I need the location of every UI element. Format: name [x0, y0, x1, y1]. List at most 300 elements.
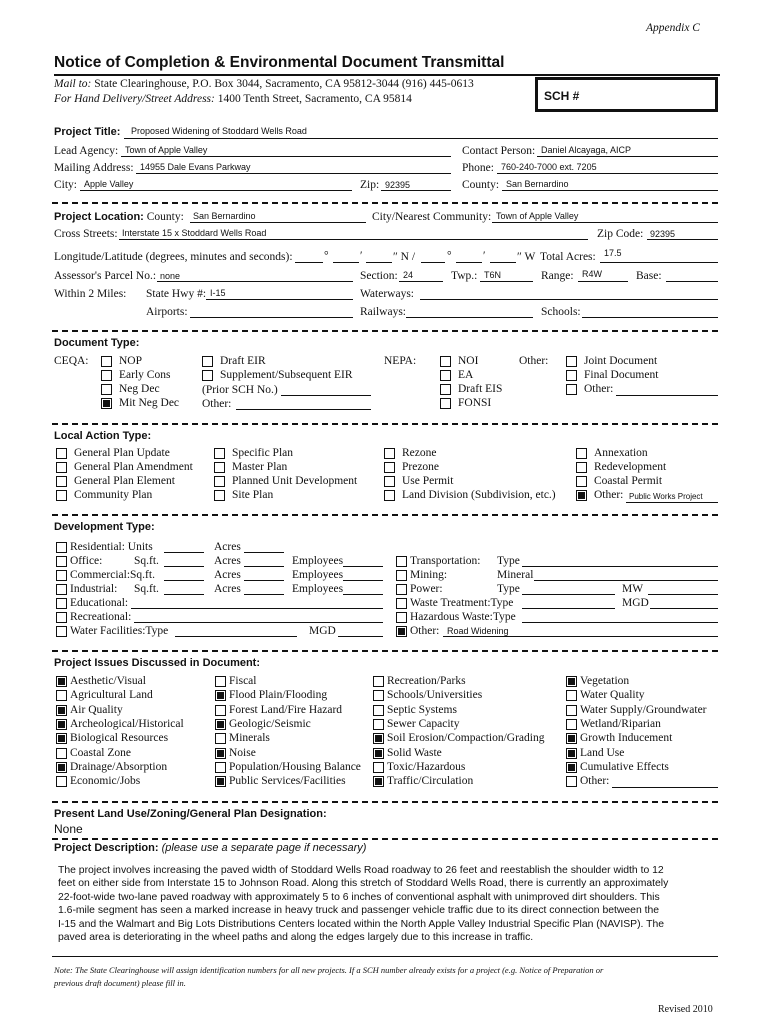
acres-label: Acres: [214, 569, 241, 581]
document-type-heading: Document Type:: [54, 337, 140, 349]
issue-economic-jobs-label: Economic/Jobs: [70, 775, 141, 788]
ceqa-early-cons-label: Early Cons: [119, 369, 171, 381]
project-issues-heading: Project Issues Discussed in Document:: [54, 657, 261, 669]
issue-biological-resources-checkbox[interactable]: [56, 733, 67, 744]
ceqa-mit-neg-dec-checkbox[interactable]: [101, 398, 112, 409]
issue-vegetation-label: Vegetation: [580, 675, 630, 687]
waste-mgd-label: MGD: [622, 597, 649, 609]
cross-streets-field[interactable]: [119, 239, 588, 240]
issue-sewer-capacity-checkbox[interactable]: [373, 719, 384, 730]
mining-checkbox[interactable]: [396, 570, 407, 581]
issue-minerals-label: Minerals: [229, 732, 270, 745]
zip-value: 92395: [385, 180, 411, 190]
water-mgd-field[interactable]: [338, 636, 383, 637]
doc-final-document-checkbox[interactable]: [566, 370, 577, 381]
issue-population-housing-balance-label: Population/Housing Balance: [229, 760, 361, 773]
nepa-other-label: Other:: [519, 355, 549, 367]
doc-other-field[interactable]: [236, 409, 371, 410]
industrial-acres-field[interactable]: [244, 594, 284, 595]
eir-draft-eir-label: Draft EIR: [220, 355, 266, 367]
local-redevelopment-checkbox[interactable]: [576, 462, 587, 473]
zoning-heading: Present Land Use/Zoning/General Plan Designation:: [54, 808, 327, 820]
issue-solid-waste-checkbox[interactable]: [373, 748, 384, 759]
local-action-other-value: Public Works Project: [629, 492, 703, 501]
power-type-label: Type: [497, 583, 520, 595]
state-hwy-field[interactable]: [206, 299, 353, 300]
local-prezone-label: Prezone: [402, 461, 440, 473]
local-coastal-permit-checkbox[interactable]: [576, 476, 587, 487]
issue-septic-systems-checkbox[interactable]: [373, 705, 384, 716]
eir-supplement-subsequent-eir-label: Supplement/Subsequent EIR: [220, 369, 353, 381]
issue-land-use-label: Land Use: [580, 746, 625, 759]
community-label: City/Nearest Community:: [372, 211, 492, 223]
industrial-label: Industrial:: [70, 583, 118, 595]
airports-field[interactable]: [190, 317, 353, 318]
parcel-field[interactable]: [157, 281, 353, 282]
issue-cumulative-effects-checkbox[interactable]: [566, 762, 577, 773]
educational-field[interactable]: [131, 608, 383, 609]
lead-agency-label: Lead Agency:: [54, 145, 119, 157]
issue-public-services-facilities-checkbox[interactable]: [215, 776, 226, 787]
issue-water-supply-groundwater-label: Water Supply/Groundwater: [580, 703, 707, 716]
dev-other-label: Other:: [410, 625, 440, 637]
project-title-field[interactable]: [124, 138, 718, 139]
eir-draft-eir-checkbox[interactable]: [202, 356, 213, 367]
community-field[interactable]: [492, 222, 718, 223]
issue-traffic-circulation-label: Traffic/Circulation: [387, 775, 474, 788]
waste-treatment-type-field[interactable]: [522, 608, 615, 609]
office-sqft-field[interactable]: [164, 566, 204, 567]
issue-flood-plain-flooding-label: Flood Plain/Flooding: [229, 689, 328, 702]
transportation-type-label: Type: [497, 555, 520, 567]
nepa-label: NEPA:: [384, 355, 417, 367]
office-employees-field[interactable]: [343, 566, 383, 567]
twp-field[interactable]: [480, 281, 533, 282]
issue-solid-waste-label: Solid Waste: [387, 746, 442, 759]
lat-deg-field[interactable]: [295, 262, 323, 263]
prior-sch-label: (Prior SCH No.): [202, 384, 278, 396]
lead-agency-value: Town of Apple Valley: [125, 145, 208, 155]
office-label: Office:: [70, 555, 103, 567]
section-divider: [52, 202, 718, 204]
office-checkbox[interactable]: [56, 556, 67, 567]
water-facilities-checkbox[interactable]: [56, 626, 67, 637]
waterways-field[interactable]: [420, 299, 718, 300]
twp-value: T6N: [484, 270, 502, 280]
mail-to-address: State Clearinghouse, P.O. Box 3044, Sacramento, CA 95812-3044 (916) 445-0613: [94, 78, 474, 90]
local-specific-plan-label: Specific Plan: [232, 447, 293, 459]
transportation-label: Transportation:: [410, 555, 481, 567]
commercial-sqft-field[interactable]: [164, 580, 204, 581]
long-sec-field[interactable]: [490, 262, 516, 263]
employees-label: Employees: [292, 583, 344, 595]
section-divider: [52, 330, 718, 332]
local-general-plan-element-label: General Plan Element: [74, 475, 175, 487]
cross-streets-value: Interstate 15 x Stoddard Wells Road: [122, 228, 267, 238]
nepa-ea-checkbox[interactable]: [440, 370, 451, 381]
issue-forest-land-fire-hazard-checkbox[interactable]: [215, 705, 226, 716]
local-master-plan-checkbox[interactable]: [214, 462, 225, 473]
lat-sec-field[interactable]: [366, 262, 392, 263]
schools-label: Schools:: [541, 306, 581, 318]
hand-delivery-label: For Hand Delivery/Street Address:: [54, 93, 215, 105]
issue-noise-checkbox[interactable]: [215, 748, 226, 759]
parcel-value: none: [160, 271, 181, 281]
residential-checkbox[interactable]: [56, 542, 67, 553]
lat-min-field[interactable]: [333, 262, 359, 263]
phone-field[interactable]: [497, 173, 718, 174]
mailing-address-field[interactable]: [136, 173, 451, 174]
degree-symbol: °: [447, 250, 452, 262]
issue-archeological-historical-checkbox[interactable]: [56, 719, 67, 730]
employees-label: Employees: [292, 569, 344, 581]
issue-schools-universities-checkbox[interactable]: [373, 690, 384, 701]
lat-long-label: Longitude/Latitude (degrees, minutes and seconds):: [54, 251, 293, 263]
doc-other-label: Other:: [584, 383, 614, 395]
local-action-heading: Local Action Type:: [54, 430, 152, 442]
local-community-plan-checkbox[interactable]: [56, 490, 67, 501]
issue-air-quality-label: Air Quality: [70, 703, 123, 716]
local-general-plan-update-label: General Plan Update: [74, 447, 170, 459]
section-label: Section:: [360, 270, 398, 282]
issue-schools-universities-label: Schools/Universities: [387, 689, 483, 702]
local-general-plan-amendment-label: General Plan Amendment: [74, 461, 193, 473]
ceqa-nop-checkbox[interactable]: [101, 356, 112, 367]
description-line: feet on either side from Interstate 15 to Johnson Road. Along this stretch of Stoddard Wells Road, there is currently an approximately: [58, 878, 669, 890]
nepa-draft-eis-checkbox[interactable]: [440, 384, 451, 395]
ceqa-neg-dec-label: Neg Dec: [119, 383, 160, 395]
issue-biological-resources-label: Biological Resources: [70, 732, 169, 745]
footnote-line-1: Note: The State Clearinghouse will assign identification numbers for all new projects. If a SCH number already exists for a project (e.g. Notice of Preparation or: [54, 965, 604, 975]
issue-recreation-parks-checkbox[interactable]: [373, 676, 384, 687]
issue-noise-label: Noise: [229, 746, 256, 759]
long-west-label: ″ W: [517, 251, 536, 263]
water-facilities-type-field[interactable]: [175, 636, 297, 637]
acres-label: Acres: [214, 555, 241, 567]
local-general-plan-update-checkbox[interactable]: [56, 448, 67, 459]
mailing-address-label: Mailing Address:: [54, 162, 134, 174]
prior-sch-field[interactable]: [281, 395, 371, 396]
total-acres-field[interactable]: [600, 262, 718, 263]
issue-water-quality-label: Water Quality: [580, 689, 645, 702]
mailing-address-value: 14955 Dale Evans Parkway: [140, 162, 251, 172]
hazardous-waste-label: Hazardous Waste:Type: [410, 611, 516, 623]
other-doc-field[interactable]: [616, 395, 718, 396]
issue-coastal-zone-checkbox[interactable]: [56, 748, 67, 759]
issue-traffic-circulation-checkbox[interactable]: [373, 776, 384, 787]
nepa-draft-eis-label: Draft EIS: [458, 383, 503, 395]
railways-label: Railways:: [360, 306, 406, 318]
issue-growth-inducement-checkbox[interactable]: [566, 733, 577, 744]
phone-label: Phone:: [462, 162, 494, 174]
lead-agency-field[interactable]: [121, 156, 451, 157]
local-land-division-subdivision-etc-label: Land Division (Subdivision, etc.): [402, 489, 556, 501]
base-field[interactable]: [666, 281, 718, 282]
local-planned-unit-development-label: Planned Unit Development: [232, 475, 358, 487]
local-site-plan-label: Site Plan: [232, 489, 274, 501]
section-divider: [52, 838, 718, 840]
power-type-field[interactable]: [522, 594, 615, 595]
commercial-employees-field[interactable]: [343, 580, 383, 581]
local-master-plan-label: Master Plan: [232, 461, 288, 473]
issue-air-quality-checkbox[interactable]: [56, 705, 67, 716]
mining-label: Mining:: [410, 569, 448, 581]
local-rezone-label: Rezone: [402, 447, 437, 459]
zoning-value: None: [54, 822, 83, 836]
section-divider: [52, 801, 718, 803]
local-annexation-checkbox[interactable]: [576, 448, 587, 459]
local-site-plan-checkbox[interactable]: [214, 490, 225, 501]
city-value: Apple Valley: [84, 179, 134, 189]
airports-label: Airports:: [146, 306, 188, 318]
long-deg-field[interactable]: [421, 262, 445, 263]
local-general-plan-element-checkbox[interactable]: [56, 476, 67, 487]
commercial-label: Commercial:Sq.ft.: [70, 569, 155, 581]
residential-label: Residential: Units: [70, 541, 153, 553]
contact-person-field[interactable]: [537, 156, 718, 157]
issue-soil-erosion-compaction-grading-label: Soil Erosion/Compaction/Grading: [387, 732, 545, 745]
range-label: Range:: [541, 270, 574, 282]
revised-label: Revised 2010: [658, 1004, 713, 1015]
issue-fiscal-checkbox[interactable]: [215, 676, 226, 687]
local-coastal-permit-label: Coastal Permit: [594, 475, 663, 487]
description-line: The project involves increasing the paved width of Stoddard Wells Road roadway to 26 feet and reestablish the shoulder width to 12: [58, 865, 664, 876]
railways-field[interactable]: [406, 317, 533, 318]
mw-label: MW: [622, 583, 644, 595]
zip-code-value: 92395: [650, 229, 676, 239]
issue-other-checkbox[interactable]: [566, 776, 577, 787]
city-field[interactable]: [80, 190, 352, 191]
hazardous-waste-checkbox[interactable]: [396, 612, 407, 623]
mail-to-label: Mail to:: [54, 78, 92, 90]
acres-label: Acres: [214, 583, 241, 595]
issue-drainage-absorption-checkbox[interactable]: [56, 762, 67, 773]
local-specific-plan-checkbox[interactable]: [214, 448, 225, 459]
base-label: Base:: [636, 270, 662, 282]
issue-land-use-checkbox[interactable]: [566, 748, 577, 759]
local-community-plan-label: Community Plan: [74, 489, 153, 501]
county-field[interactable]: [502, 190, 718, 191]
nepa-noi-label: NOI: [458, 355, 479, 367]
issue-drainage-absorption-label: Drainage/Absorption: [70, 760, 168, 773]
degree-symbol: °: [324, 250, 329, 262]
section-value: 24: [403, 270, 414, 280]
nepa-fonsi-label: FONSI: [458, 397, 492, 409]
contact-person-label: Contact Person:: [462, 145, 536, 157]
water-facilities-label: Water Facilities:Type: [70, 625, 169, 637]
nepa-ea-label: EA: [458, 369, 474, 381]
industrial-sqft-field[interactable]: [164, 594, 204, 595]
power-mw-field[interactable]: [648, 594, 718, 595]
issue-sewer-capacity-label: Sewer Capacity: [387, 717, 460, 730]
issue-minerals-checkbox[interactable]: [215, 733, 226, 744]
county-label: County:: [462, 179, 500, 191]
nepa-fonsi-checkbox[interactable]: [440, 398, 451, 409]
issue-toxic-hazardous-label: Toxic/Hazardous: [387, 760, 466, 773]
mineral-label: Mineral: [497, 569, 534, 581]
residential-units-field[interactable]: [164, 552, 204, 553]
county-value: San Bernardino: [506, 179, 569, 189]
dev-other-checkbox[interactable]: [396, 626, 407, 637]
local-land-division-subdivision-etc-checkbox[interactable]: [384, 490, 395, 501]
mgd-label: MGD: [309, 625, 336, 637]
recreational-label: Recreational:: [70, 611, 132, 623]
local-annexation-label: Annexation: [594, 447, 648, 459]
lat-north-label: ″ N /: [393, 251, 416, 263]
description-line: paved area is deteriorating in the wheel paths and along the edges largely due to this increase in traffic.: [58, 932, 534, 944]
issue-soil-erosion-compaction-grading-checkbox[interactable]: [373, 733, 384, 744]
doc-joint-document-label: Joint Document: [584, 355, 658, 367]
hand-delivery-address: 1400 Tenth Street, Sacramento, CA 95814: [217, 93, 412, 105]
location-county-label: County:: [146, 211, 184, 223]
issue-water-supply-groundwater-checkbox[interactable]: [566, 705, 577, 716]
industrial-employees-field[interactable]: [343, 594, 383, 595]
recreational-checkbox[interactable]: [56, 612, 67, 623]
waste-treatment-label: Waste Treatment:Type: [410, 597, 514, 609]
issue-toxic-hazardous-checkbox[interactable]: [373, 762, 384, 773]
waste-treatment-checkbox[interactable]: [396, 598, 407, 609]
contact-person-value: Daniel Alcayaga, AICP: [541, 145, 632, 155]
local-planned-unit-development-checkbox[interactable]: [214, 476, 225, 487]
dev-other-value: Road Widening: [447, 626, 509, 636]
issue-public-services-facilities-label: Public Services/Facilities: [229, 775, 346, 788]
ceqa-early-cons-checkbox[interactable]: [101, 370, 112, 381]
footnote-line-2: previous draft document) please fill in.: [54, 978, 186, 988]
issue-vegetation-checkbox[interactable]: [566, 676, 577, 687]
issue-flood-plain-flooding-checkbox[interactable]: [215, 690, 226, 701]
local-use-permit-checkbox[interactable]: [384, 476, 395, 487]
doc-final-document-label: Final Document: [584, 369, 659, 381]
dev-other-field[interactable]: [443, 636, 718, 637]
section-divider: [52, 650, 718, 652]
range-value: R4W: [582, 269, 602, 279]
section-divider: [52, 514, 718, 516]
total-acres-label: Total Acres:: [540, 251, 596, 263]
local-action-other-field[interactable]: [626, 502, 718, 503]
long-min-field[interactable]: [456, 262, 482, 263]
issue-forest-land-fire-hazard-label: Forest Land/Fire Hazard: [229, 703, 343, 716]
schools-field[interactable]: [582, 317, 718, 318]
residential-acres-field[interactable]: [244, 552, 284, 553]
recreational-field[interactable]: [134, 622, 383, 623]
ceqa-nop-label: NOP: [119, 355, 143, 367]
mineral-field[interactable]: [534, 580, 718, 581]
zip-label: Zip:: [360, 179, 380, 191]
eir-supplement-subsequent-eir-checkbox[interactable]: [202, 370, 213, 381]
issue-wetland-riparian-checkbox[interactable]: [566, 719, 577, 730]
project-description-text: [58, 864, 718, 944]
minute-symbol: ′: [360, 250, 363, 262]
project-location-heading: Project Location:: [54, 211, 144, 223]
within-2-miles-label: Within 2 Miles:: [54, 288, 127, 300]
sch-label: SCH #: [544, 89, 580, 103]
local-rezone-checkbox[interactable]: [384, 448, 395, 459]
section-divider: [52, 423, 718, 425]
project-title-value: Proposed Widening of Stoddard Wells Road: [131, 126, 307, 136]
state-hwy-label: State Hwy #:: [146, 288, 207, 300]
educational-label: Educational:: [70, 597, 129, 609]
section-field[interactable]: [399, 281, 443, 282]
state-hwy-value: I-15: [210, 288, 226, 298]
development-type-heading: Development Type:: [54, 521, 155, 533]
local-general-plan-amendment-checkbox[interactable]: [56, 462, 67, 473]
community-value: Town of Apple Valley: [496, 211, 579, 221]
office-sqft-label: Sq.ft.: [134, 555, 159, 567]
issue-aesthetic-visual-checkbox[interactable]: [56, 676, 67, 687]
local-prezone-checkbox[interactable]: [384, 462, 395, 473]
transportation-checkbox[interactable]: [396, 556, 407, 567]
nepa-noi-checkbox[interactable]: [440, 356, 451, 367]
description-line: I-15 and the Walmart and Big Lots Distributions Centers located within the North Apple Valley Industrial Specific Plan (NAVISP). The: [58, 918, 665, 930]
power-label: Power:: [410, 583, 443, 595]
local-redevelopment-label: Redevelopment: [594, 461, 667, 473]
office-acres-field[interactable]: [244, 566, 284, 567]
ceqa-neg-dec-checkbox[interactable]: [101, 384, 112, 395]
commercial-checkbox[interactable]: [56, 570, 67, 581]
educational-checkbox[interactable]: [56, 598, 67, 609]
sch-number-box[interactable]: [535, 77, 718, 112]
minute-symbol: ′: [483, 250, 486, 262]
issue-wetland-riparian-label: Wetland/Riparian: [580, 717, 661, 730]
issue-economic-jobs-checkbox[interactable]: [56, 776, 67, 787]
issue-septic-systems-label: Septic Systems: [387, 703, 457, 716]
issue-other-label: Other:: [580, 775, 610, 788]
project-description-heading: Project Description:: [54, 842, 159, 854]
local-other-checkbox[interactable]: [576, 490, 587, 501]
acres-label: Acres: [214, 541, 241, 553]
ceqa-label: CEQA:: [54, 355, 89, 367]
issue-water-quality-checkbox[interactable]: [566, 690, 577, 701]
issue-geologic-seismic-checkbox[interactable]: [215, 719, 226, 730]
power-checkbox[interactable]: [396, 584, 407, 595]
issue-geologic-seismic-label: Geologic/Seismic: [229, 717, 311, 730]
issue-fiscal-label: Fiscal: [229, 675, 257, 687]
total-acres-value: 17.5: [604, 248, 622, 258]
appendix-label: Appendix C: [646, 22, 700, 34]
waterways-label: Waterways:: [360, 288, 414, 300]
zip-field[interactable]: [381, 190, 451, 191]
parcel-label: Assessor's Parcel No.:: [54, 270, 157, 282]
ceqa-mit-neg-dec-label: Mit Neg Dec: [119, 397, 180, 409]
local-other-label: Other:: [594, 489, 624, 501]
location-county-field[interactable]: [190, 222, 366, 223]
industrial-sqft-label: Sq.ft.: [134, 583, 159, 595]
twp-label: Twp.:: [451, 270, 478, 282]
issue-population-housing-balance-checkbox[interactable]: [215, 762, 226, 773]
commercial-acres-field[interactable]: [244, 580, 284, 581]
issue-cumulative-effects-label: Cumulative Effects: [580, 760, 669, 773]
location-county-value: San Bernardino: [193, 211, 256, 221]
hazardous-waste-type-field[interactable]: [522, 622, 718, 623]
local-use-permit-label: Use Permit: [402, 475, 454, 487]
issue-agricultural-land-checkbox[interactable]: [56, 690, 67, 701]
issue-recreation-parks-label: Recreation/Parks: [387, 675, 466, 687]
issues-other-field[interactable]: [612, 787, 718, 788]
cross-streets-label: Cross Streets:: [54, 228, 118, 240]
zip-code-field[interactable]: [647, 239, 718, 240]
range-field[interactable]: [578, 281, 628, 282]
description-line: 22-foot-wide two-lane paved roadway with approximately 5 to 6 inches of conventional asphalt with unimproved dirt shoulders. This: [58, 891, 660, 903]
issue-growth-inducement-label: Growth Inducement: [580, 732, 673, 745]
doc-joint-document-checkbox[interactable]: [566, 356, 577, 367]
industrial-checkbox[interactable]: [56, 584, 67, 595]
doc-other-checkbox[interactable]: [566, 384, 577, 395]
project-description-note: (please use a separate page if necessary): [161, 842, 367, 854]
transportation-type-field[interactable]: [522, 566, 718, 567]
city-label: City:: [54, 179, 78, 191]
waste-mgd-field[interactable]: [650, 608, 718, 609]
description-line: 1.6-mile segment has seen a marked increase in heavy truck and passenger vehicle traffic due to its direct connection between the: [58, 905, 660, 917]
